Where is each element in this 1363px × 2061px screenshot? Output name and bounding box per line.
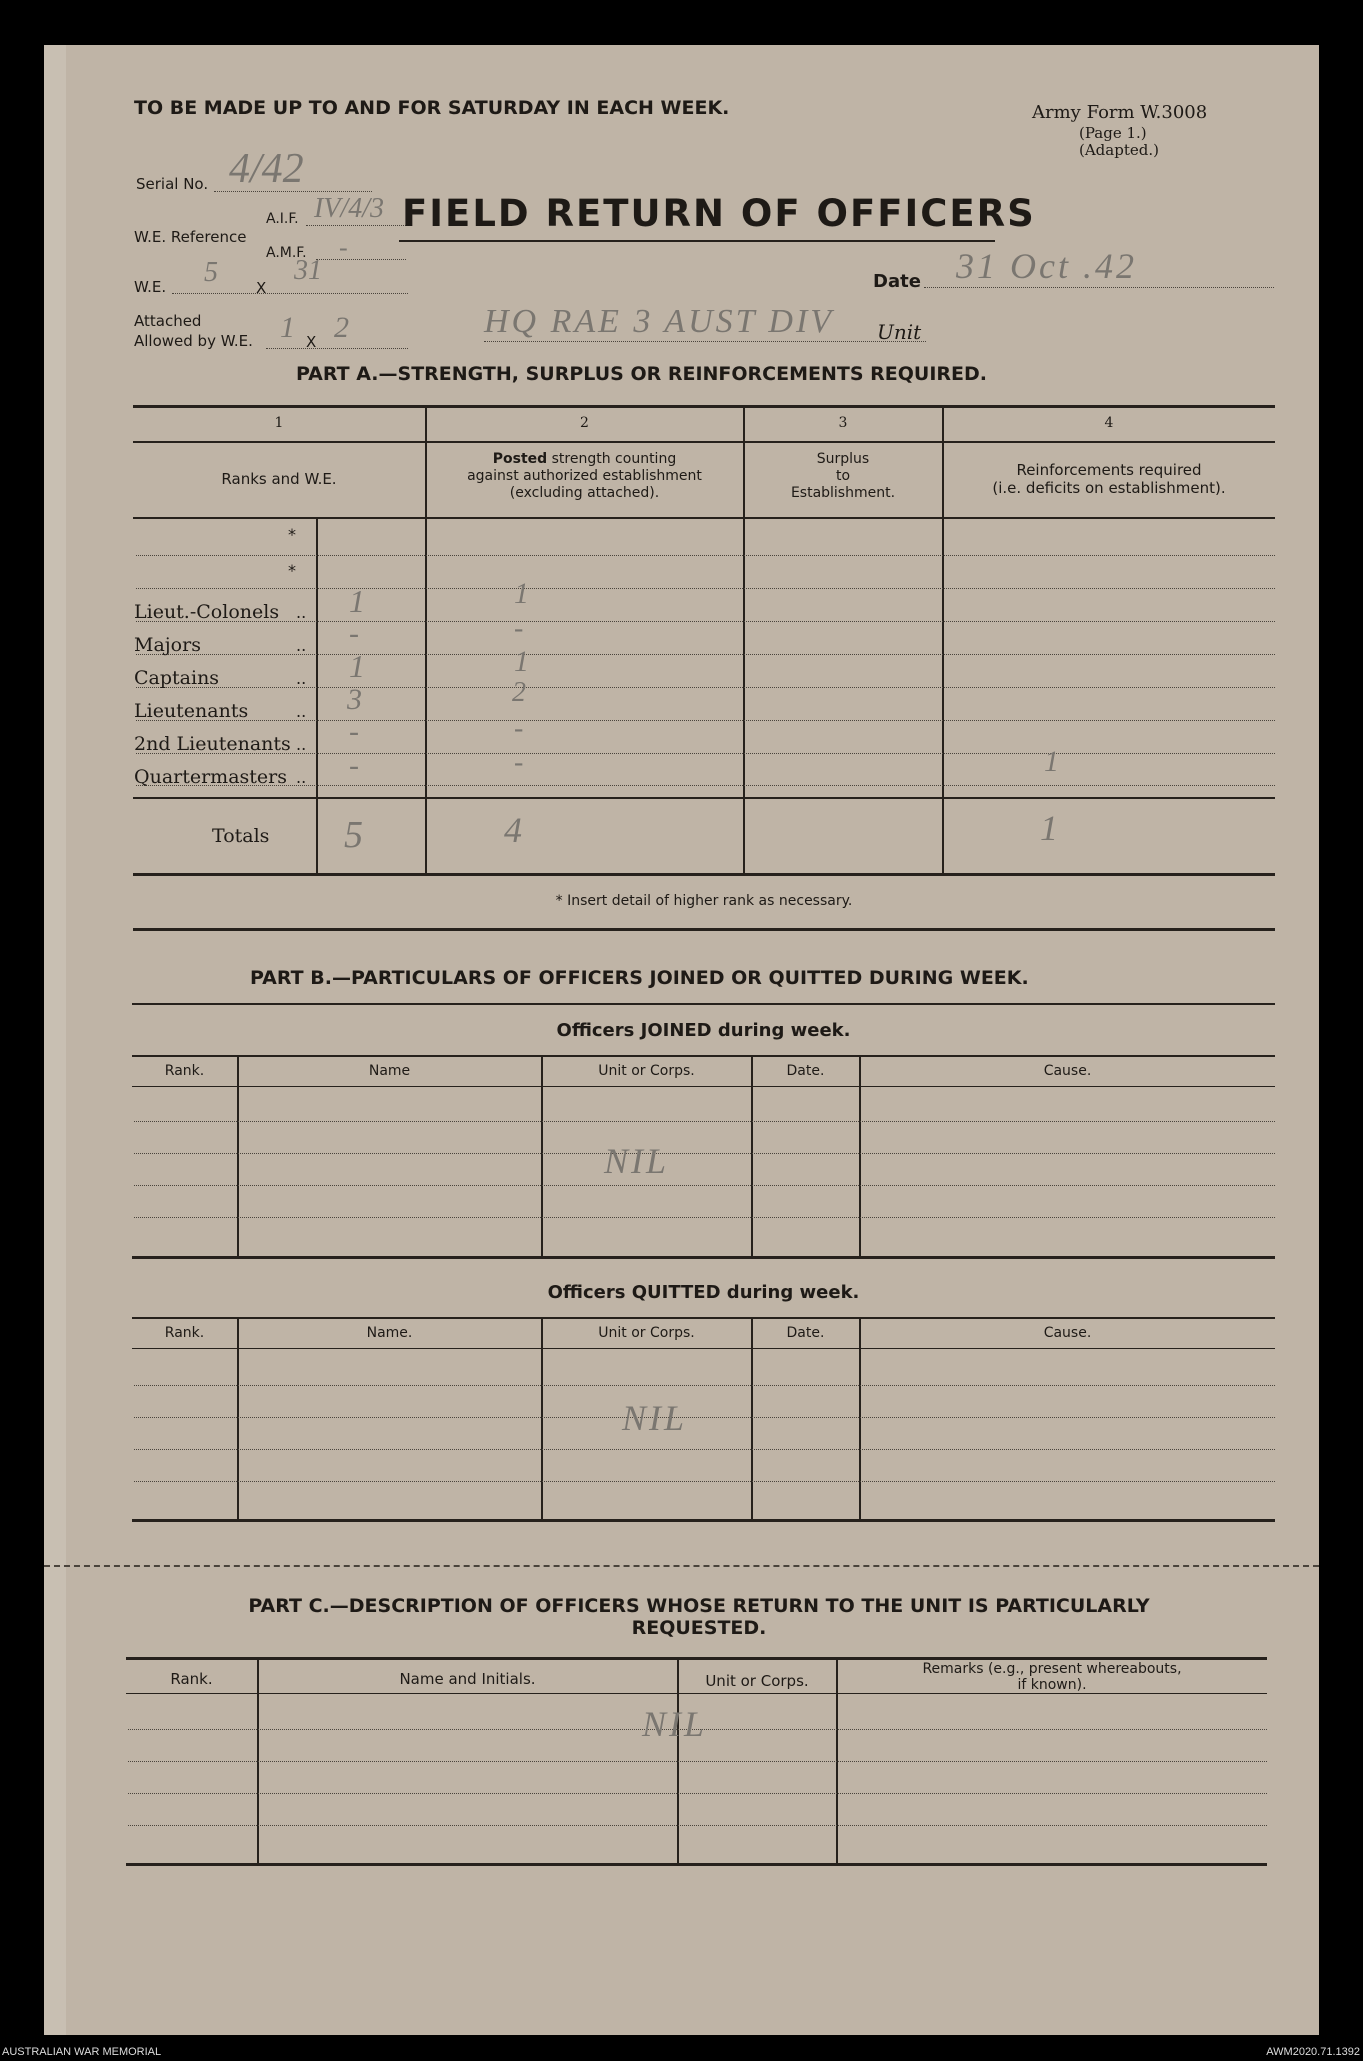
col2-header-line2: against authorized establishment [467,468,702,484]
row-dots: .. [296,603,307,622]
col2-header-line1: strength counting [551,451,677,467]
rank-label: Captains [134,667,220,689]
quitted-header-unit: Unit or Corps. [598,1325,695,1341]
posted-count: 1 [514,645,529,678]
aif-value: IV/4/3 [314,193,384,224]
we-value-b: 31 [294,255,322,286]
col2-header-bold: Posted [492,451,548,467]
form-adapted: (Adapted.) [1079,141,1159,159]
we-count: - [349,715,359,748]
we-count: - [349,749,359,782]
amf-label: A.M.F. [266,245,307,261]
part-b-title: PART B.—PARTICULARS OF OFFICERS JOINED OR QUITTED DURING WEEK. [250,967,1029,989]
col-number-4: 4 [1104,415,1114,431]
joined-header-date: Date. [786,1063,825,1079]
posted-count: - [514,747,524,778]
we-value-a: 5 [204,257,218,288]
date-label: Date [873,271,921,292]
joined-header-rank: Rank. [164,1063,205,1079]
col1-header: Ranks and W.E. [221,470,337,488]
row-dots: .. [296,702,307,721]
form-page [44,45,1319,2035]
form-title: FIELD RETURN OF OFFICERS [402,192,1036,235]
attached-x: X [306,333,317,351]
unit-label: Unit [877,320,922,344]
quitted-header-name: Name. [366,1325,413,1341]
totals-we: 5 [344,814,363,856]
part-a-title: PART A.—STRENGTH, SURPLUS OR REINFORCEMENTS REQUIRED. [296,363,988,385]
part-a-footnote: * Insert detail of higher rank as necessary. [555,893,853,909]
quitted-entry: NIL [622,1398,688,1438]
col2-header-line3: (excluding attached). [509,485,660,501]
joined-title: Officers JOINED during week. [556,1020,851,1041]
remarks-line1: Remarks (e.g., present whereabouts, [922,1661,1182,1677]
serial-value: 4/42 [229,146,304,192]
col-number-1: 1 [274,415,284,431]
star-row-2: * [288,561,296,580]
rank-label: Quartermasters [134,766,287,788]
instruction-text: TO BE MADE UP TO AND FOR SATURDAY IN EACH WEEK. [134,97,730,119]
col3-header-line1: Surplus [816,451,870,467]
rank-label: Lieutenants [134,700,249,722]
attached-label: Attached [134,312,202,330]
quitted-header-cause: Cause. [1043,1325,1092,1341]
we-label: W.E. [134,278,167,296]
col4-header [943,461,1275,497]
attached-value-a: 1 [280,311,295,344]
form-page: (Page 1.) [1079,124,1147,142]
we-x: X [256,279,267,297]
we-count: 1 [349,583,365,619]
footer-accession: AWM2020.71.1392 [1266,2046,1360,2058]
we-count: - [349,617,359,650]
star-row-1: * [288,525,296,544]
rank-label: Lieut.-Colonels [134,601,280,623]
we-reference-label: W.E. Reference [134,228,247,246]
rank-label: 2nd Lieutenants [134,733,291,755]
we-count: 1 [349,648,365,684]
quitted-header-rank: Rank. [164,1325,205,1341]
quitted-header-date: Date. [786,1325,825,1341]
part-c-header-name: Name and Initials. [399,1670,536,1688]
joined-header-cause: Cause. [1043,1063,1092,1079]
row-dots: .. [296,768,307,787]
col-number-3: 3 [838,415,848,431]
reinforcement-count: 1 [1044,745,1059,778]
col4-header-line1: Reinforcements required [1016,461,1202,479]
part-c-header-rank: Rank. [170,1670,213,1688]
col2-header [426,451,743,502]
row-dots: .. [296,636,307,655]
part-c-entry: NIL [642,1704,708,1744]
footer [0,2046,1363,2061]
posted-count: - [514,613,524,644]
col-number-2: 2 [580,415,589,431]
amf-value: - [339,233,348,262]
date-value: 31 Oct .42 [956,246,1137,286]
posted-count: 1 [514,577,529,610]
joined-entry: NIL [604,1141,670,1181]
part-c-title [129,1595,1269,1639]
remarks-line2: if known). [1017,1677,1087,1693]
attached-value-b: 2 [334,311,349,344]
quitted-title: Officers QUITTED during week. [547,1282,860,1303]
row-dots: .. [296,669,307,688]
rank-label: Majors [134,634,201,656]
joined-header-name: Name [368,1063,411,1079]
posted-count: - [514,713,524,744]
form-id: Army Form W.3008 [1032,102,1208,123]
serial-label: Serial No. [136,175,209,193]
row-dots: .. [296,735,307,754]
col3-header-line2: to [835,468,851,484]
col3-header [744,451,942,502]
col3-header-line3: Establishment. [790,485,896,501]
posted-count: 2 [512,677,526,708]
part-c-header-unit: Unit or Corps. [705,1672,809,1690]
part-c-title-line2: REQUESTED. [631,1617,767,1639]
part-c-title-line1: PART C.—DESCRIPTION OF OFFICERS WHOSE RETURN TO THE UNIT IS PARTICULARLY [248,1595,1150,1617]
we-count: 3 [347,683,362,716]
totals-label: Totals [212,825,270,847]
joined-header-unit: Unit or Corps. [598,1063,695,1079]
aif-label: A.I.F. [266,211,299,227]
allowed-label: Allowed by W.E. [134,332,253,350]
part-c-header-remarks [837,1661,1267,1693]
totals-posted: 4 [504,810,522,850]
col4-header-line2: (i.e. deficits on establishment). [992,479,1226,497]
footer-institution: AUSTRALIAN WAR MEMORIAL [2,2046,162,2058]
totals-reinforcements: 1 [1040,808,1058,848]
unit-value: HQ RAE 3 AUST DIV [484,303,835,340]
